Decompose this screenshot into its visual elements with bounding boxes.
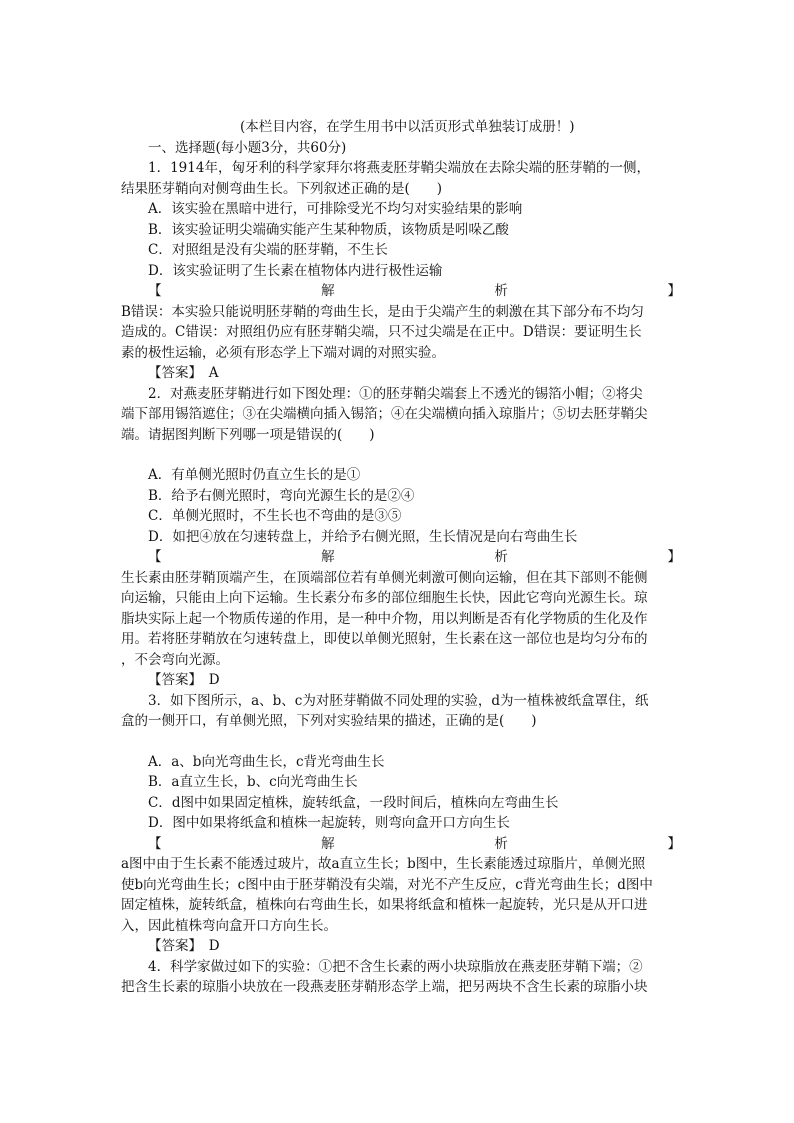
section-title: 一、选择题(每小题3分，共60分) [148,139,347,156]
analysis-char-1: 解 [321,283,335,299]
q3-option-d: D．图中如果将纸盒和植株一起旋转，则弯向盒开口方向生长 [148,815,510,831]
q3-option-a: A．a、b向光弯曲生长，c背光弯曲生长 [148,753,385,770]
q3-stem-line-1: 3．如下图所示，a、b、c为对胚芽鞘做不同处理的实验，d为一植株被纸盒罩住，纸 [148,692,649,709]
bracket-close: 】 [667,283,681,299]
q1-stem-line-1: 1．1914年，匈牙利的科学家拜尔将燕麦胚芽鞘尖端放在去除尖端的胚芽鞘的一侧， [148,160,650,176]
q2-option-a: A．有单侧光照时仍直立生长的是① [148,467,361,483]
q3-option-c: C．d图中如果固定植株，旋转纸盒，一段时间后，植株向左弯曲生长 [148,794,559,811]
q2-analysis-line-3: 脂块实际上起一个物质传递的作用，是一种中介物，用以判断是否有化学物质的生化及作 [121,610,648,627]
q2-analysis-heading [121,547,681,568]
bracket-close: 】 [667,835,681,852]
q3-analysis-heading [121,834,681,855]
bracket-open: 【 [148,835,162,852]
analysis-char-2: 析 [494,549,508,565]
q2-figure-space [121,445,681,465]
q2-stem-line-1: 2．对燕麦胚芽鞘进行如下图处理：①的胚芽鞘尖端套上不透光的锡箔小帽；②将尖 [148,385,643,402]
q3-stem-line-2: 盒的一侧开口，有单侧光照，下列对实验结果的描述，正确的是( ) [121,713,537,729]
q4-stem-line-1: 4．科学家做过如下的实验：①把不含生长素的两小块琼脂放在燕麦胚芽鞘下端；② [148,958,643,975]
q1-option-c: C．对照组是没有尖端的胚芽鞘，不生长 [148,242,388,258]
q3-figure-space [121,732,681,752]
q3-analysis-line-3: 固定植株，旋转纸盒，植株向右弯曲生长，如果将纸盒和植株一起旋转，光只是从开口进 [121,897,648,913]
q3-answer: 【答案】 D [148,938,220,954]
q2-analysis-line-1: 生长素由胚芽鞘顶端产生，在顶端部位若有单侧光刺激可侧向运输，但在其下部则不能侧 [121,569,648,586]
q3-analysis-line-4: 入，因此植株弯向盒开口方向生长。 [121,917,337,934]
q1-option-b: B．该实验证明尖端确实能产生某种物质，该物质是吲哚乙酸 [148,221,509,238]
document-body [121,117,681,998]
analysis-char-1: 解 [321,549,335,565]
analysis-char-2: 析 [494,283,508,299]
analysis-char-2: 析 [494,835,508,852]
q1-analysis-line-3: 素的极性运输，必须有形态学上下端对调的对照实验。 [121,344,445,361]
q1-analysis-line-2: 造成的。C错误：对照组仍应有胚芽鞘尖端，只不过尖端是在正中。D错误：要证明生长 [121,324,642,340]
q2-stem-line-3: 端。请据图判断下列哪一项是错误的( ) [121,426,375,443]
q1-stem-line-2: 结果胚芽鞘向对侧弯曲生长。下列叙述正确的是( ) [121,180,443,197]
q1-option-d: D．该实验证明了生长素在植物体内进行极性运输 [148,262,443,279]
q1-option-a: A．该实验在黑暗中进行，可排除受光不均匀对实验结果的影响 [148,201,523,217]
q4-stem-line-2: 把含生长素的琼脂小块放在一段燕麦胚芽鞘形态学上端，把另两块不含生长素的琼脂小块 [121,979,648,995]
q1-analysis-line-1: B错误：本实验只能说明胚芽鞘的弯曲生长，是由于尖端产生的刺激在其下部分布不均匀 [121,303,644,320]
q2-stem-line-2: 端下部用锡箔遮住；③在尖端横向插入锡箔；④在尖端横向插入琼脂片；⑤切去胚芽鞘尖 [121,406,648,422]
q2-option-c: C．单侧光照时，不生长也不弯曲的是③⑤ [148,508,402,524]
q2-analysis-line-4: 用。若将胚芽鞘放在匀速转盘上，即使以单侧光照射，生长素在这一部位也是均匀分布的 [121,631,648,647]
q2-option-b: B．给予右侧光照时，弯向光源生长的是②④ [148,487,415,504]
q2-analysis-line-5: ，不会弯向光源。 [121,651,229,668]
analysis-char-1: 解 [321,835,335,852]
q2-option-d: D．如把④放在匀速转盘上，并给予右侧光照，生长情况是向右弯曲生长 [148,528,578,545]
header-note: (本栏目内容，在学生用书中以活页形式单独装订成册！) [240,119,575,135]
bracket-open: 【 [148,283,162,299]
q1-analysis-heading [121,281,681,302]
bracket-close: 】 [667,549,681,565]
bracket-open: 【 [148,549,162,565]
q2-answer: 【答案】 D [148,672,220,688]
q3-analysis-line-1: a图中由于生长素不能透过玻片，故a直立生长；b图中，生长素能透过琼脂片，单侧光照 [121,856,646,872]
q3-analysis-line-2: 使b向光弯曲生长；c图中由于胚芽鞘没有尖端，对光不产生反应，c背光弯曲生长；d图中 [121,876,653,893]
q1-answer: 【答案】 A [148,365,219,381]
q2-analysis-line-2: 向运输，只能由上向下运输。生长素分布多的部位细胞生长快，因此它弯向光源生长。琼 [121,590,648,606]
q3-option-b: B．a直立生长，b、c向光弯曲生长 [148,774,358,790]
